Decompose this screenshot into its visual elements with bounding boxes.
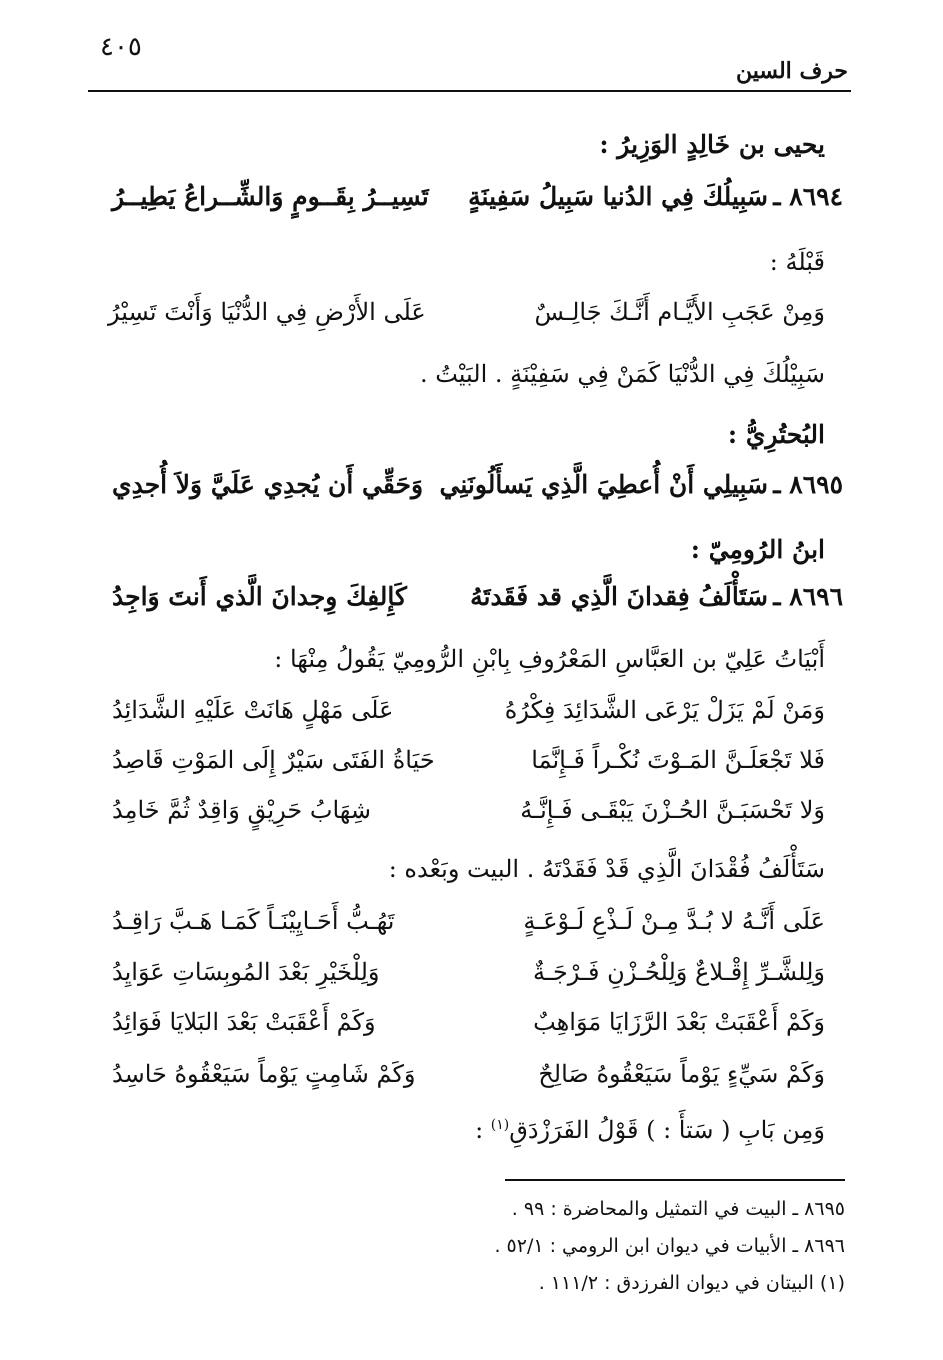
verse-first-hemistich: وَلا تَحْسَبَـنَّ الحُـزْنَ يَبْقَـى فَـإِنَّـهُ bbox=[520, 796, 825, 824]
verse-second-hemistich: تَسِيــرُ بِقَــومٍ وَالشِّــراعُ يَطِيــرُ bbox=[112, 182, 429, 211]
verse-second-hemistich: عَلَى الأَرْضِ فِي الدُّنْيَا وَأَنْتَ تَسِيْرُ bbox=[108, 298, 426, 326]
verse-second-hemistich: حَيَاةُ الفَتَى سَيْرٌ إِلَى المَوْتِ قَاصِدُ bbox=[112, 746, 435, 774]
footnote: (١) البيتان في ديوان الفرزدق : ١١١/٢ . bbox=[538, 1272, 845, 1294]
verse-second-hemistich: وَحَقِّي أَن يُجدِي عَلَيَّ وَلاَ أُجدِي bbox=[112, 470, 424, 499]
verse-second-hemistich: شِهَابُ حَرِيْقٍ وَاقِدٌ ثُمَّ خَامِدُ bbox=[112, 796, 371, 824]
verse-first-hemistich: سَبِيلُكَ فِي الدُنيا سَبِيلُ سَفِينَةٍ bbox=[468, 182, 768, 211]
verse-first-hemistich: عَلَى أَنَّـهُ لا بُـدَّ مِـنْ لَـذْعِ لَـوْعَـةٍ bbox=[523, 907, 825, 935]
poet-heading: البُحتُرِيُّ : bbox=[727, 420, 825, 449]
verse-first-hemistich: وَكَمْ سَيِّءٍ يَوْماً سَيَعْقُوهُ صَالِحٌ bbox=[538, 1060, 825, 1088]
verse-first-hemistich: وَمِنْ عَجَبِ الأَيَّـام أَنَّـكَ جَالِـسٌ bbox=[534, 298, 825, 326]
verse-first-hemistich: وَلِلشَّـرِّ إِقْـلاعٌ وَلِلْحُـزْنِ فَـرْجَـةٌ bbox=[533, 958, 825, 986]
verse-number: ٨٦٩٤ ـ bbox=[773, 182, 843, 211]
footnote: ٨٦٩٥ ـ البيت في التمثيل والمحاضرة : ٩٩ . bbox=[511, 1198, 845, 1220]
verse-first-hemistich: فَلا تَجْعَلَـنَّ المَـوْتَ نُكْـراً فَـإِنَّمَا bbox=[531, 746, 825, 774]
verse-number: ٨٦٩٦ ـ bbox=[773, 582, 843, 611]
verse-first-hemistich: وَمَنْ لَمْ يَزَلْ يَرْعَى الشَّدَائِدَ فِكْرُهُ bbox=[504, 696, 825, 724]
verse-first-hemistich: سَتَأْلَفُ فِقدانَ الَّذِي قد فَقَدتَهُ bbox=[470, 582, 768, 611]
verse-first-hemistich: وَكَمْ أَعْقَبَتْ بَعْدَ الرَّزَايَا مَوَاهِبٌ bbox=[533, 1008, 825, 1036]
chapter-title: حرف السين bbox=[735, 58, 848, 84]
footnote-divider bbox=[505, 1179, 845, 1181]
header-divider bbox=[88, 90, 851, 92]
intro-line: أَبْيَاتُ عَلِيّ بن العَبَّاسِ المَعْرُوفِ بِابْنِ الرُّومِيّ يَقُولُ مِنْهَا : bbox=[274, 645, 825, 673]
verse-line: سَتَأْلَفُ فُقْدَانَ الَّذِي قَدْ فَقَدْتَهُ . البيت وبَعْده : bbox=[388, 855, 825, 883]
page-number: ٤٠٥ bbox=[100, 32, 142, 62]
verse-second-hemistich: عَلَى مَهْلٍ هَانَتْ عَلَيْهِ الشَّدَائِدُ bbox=[112, 696, 394, 724]
verse-line: سَبِيْلُكَ فِي الدُّنْيَا كَمَنْ فِي سَفِيْنَةٍ . البَيْتُ . bbox=[419, 360, 825, 388]
verse-second-hemistich: وَكَمْ أَعْقَبَتْ بَعْدَ البَلايَا فَوَائِدُ bbox=[112, 1008, 376, 1036]
section-label: قَبْلَهُ : bbox=[769, 248, 825, 276]
poet-heading: ابنُ الرُومِيّ : bbox=[690, 535, 825, 564]
verse-second-hemistich: تَهُـبُّ أَحَـايِيْنَـاً كَمَـا هَـبَّ رَاقِـدُ bbox=[112, 907, 395, 935]
closing-line bbox=[475, 1116, 825, 1144]
verse-second-hemistich: كَإِلفِكَ وِجدانَ الَّذي أَنتَ وَاجِدُ bbox=[112, 582, 407, 611]
verse-first-hemistich: سَبِيلِي أَنْ أُعطِيَ الَّذِي يَسأَلُونَنِي bbox=[439, 470, 768, 499]
closing-line-text: وَمِن بَابِ ( سَتأَ : ) قَوْلُ الفَرَزْدَقِ bbox=[509, 1116, 825, 1144]
footnote-marker[interactable]: (١) bbox=[490, 1117, 510, 1133]
footnote: ٨٦٩٦ ـ الأبيات في ديوان ابن الرومي : ٥٢/١ . bbox=[494, 1235, 845, 1257]
verse-second-hemistich: وَلِلْخَيْرِ بَعْدَ المُوبِسَاتِ عَوَايِدُ bbox=[112, 958, 380, 986]
verse-second-hemistich: وَكَمْ شَامِتٍ يَوْماً سَيَعْقُوهُ حَاسِدُ bbox=[112, 1060, 416, 1088]
verse-number: ٨٦٩٥ ـ bbox=[773, 470, 843, 499]
poet-heading: يحيى بن خَالِدٍ الوَزِيرُ : bbox=[599, 130, 825, 159]
closing-line-colon: : bbox=[475, 1116, 491, 1144]
